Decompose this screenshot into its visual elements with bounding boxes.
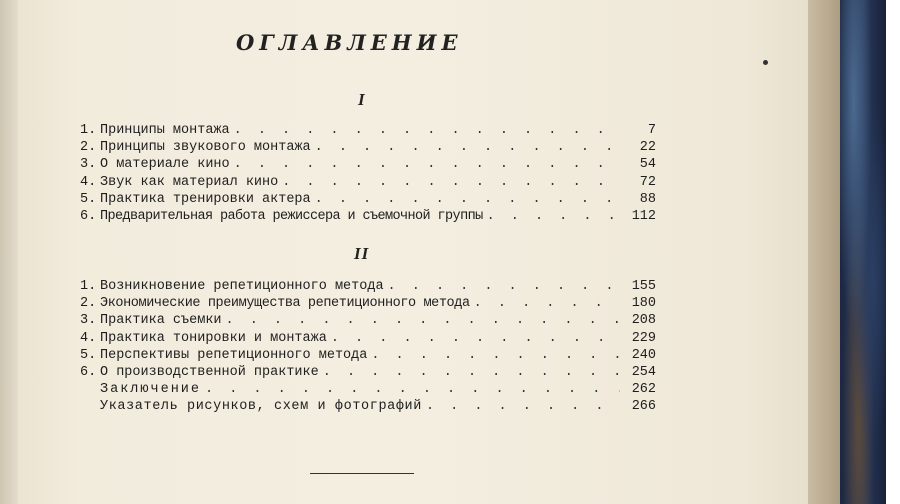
toc-entry	[80, 278, 656, 295]
entry-page: 262	[631, 382, 656, 398]
entry-title: Перспективы репетиционного метода	[100, 347, 368, 363]
leader-dots	[426, 398, 620, 415]
toc-entry-conclusion	[80, 381, 656, 398]
entry-title: Принципы звукового монтажа	[100, 140, 311, 156]
entry-title: О производственной практике	[100, 364, 319, 380]
entry-title: Практика тонировки и монтажа	[100, 330, 327, 346]
toc-title: ОГЛАВЛЕНИЕ	[236, 30, 463, 55]
toc-entry-index	[80, 398, 656, 415]
leader-dots	[331, 330, 620, 347]
leader-dots	[234, 122, 620, 139]
toc-section-1	[80, 122, 656, 225]
entry-number: 2.	[80, 140, 97, 156]
toc-entry	[80, 156, 656, 173]
section-numeral-2: II	[354, 244, 370, 263]
entry-title: Возникновение репетиционного метода	[100, 279, 384, 294]
leader-dots	[315, 191, 620, 208]
entry-number: 1.	[80, 123, 97, 138]
entry-number: 6.	[80, 208, 97, 224]
toc-entry	[80, 312, 656, 329]
leader-dots	[282, 174, 620, 191]
background-edge	[886, 0, 900, 504]
entry-page: 254	[631, 364, 656, 380]
leader-dots	[234, 156, 620, 173]
page-gutter	[0, 0, 20, 504]
entry-page: 72	[639, 174, 656, 190]
leader-dots	[371, 347, 620, 364]
toc-entry	[80, 347, 656, 364]
entry-number: 4.	[80, 174, 97, 190]
entry-title: Указатель рисунков, схем и фотографий	[100, 399, 422, 415]
leader-dots	[205, 381, 620, 398]
entry-page: 112	[631, 208, 656, 224]
entry-page: 155	[631, 279, 656, 294]
toc-entry	[80, 122, 656, 139]
leader-dots	[487, 208, 620, 225]
leader-dots	[226, 312, 620, 329]
entry-page: 208	[631, 313, 656, 329]
entry-number: 5.	[80, 347, 97, 363]
entry-page: 229	[631, 330, 656, 346]
entry-number: 6.	[80, 364, 97, 380]
closing-rule	[310, 473, 414, 474]
entry-number: 5.	[80, 191, 97, 207]
toc-entry	[80, 191, 656, 208]
toc-entry	[80, 364, 656, 381]
book-page	[18, 0, 808, 504]
leader-dots	[323, 364, 620, 381]
leader-dots	[315, 139, 620, 156]
entry-page: 7	[647, 123, 656, 138]
entry-number: 3.	[80, 157, 97, 173]
book-board-edge	[808, 0, 842, 504]
entry-number: 4.	[80, 330, 97, 346]
ink-spot	[763, 60, 768, 65]
entry-page: 54	[639, 157, 656, 173]
entry-page: 240	[631, 347, 656, 363]
leader-dots	[388, 278, 620, 295]
entry-title: Экономические преимущества репетиционного метода	[100, 296, 470, 312]
entry-title: Принципы монтажа	[100, 123, 230, 138]
section-numeral-1: I	[358, 90, 366, 109]
entry-title: О материале кино	[100, 157, 230, 173]
entry-page: 180	[631, 296, 656, 312]
entry-number: 2.	[80, 296, 97, 312]
toc-entry	[80, 139, 656, 156]
entry-page: 22	[639, 140, 656, 156]
entry-title: Заключение	[100, 382, 202, 398]
toc-entry	[80, 330, 656, 347]
entry-number: 1.	[80, 279, 97, 294]
entry-title: Звук как материал кино	[100, 174, 279, 190]
entry-number: 3.	[80, 313, 97, 329]
marbled-cover	[840, 0, 886, 504]
toc-section-2	[80, 278, 656, 416]
entry-title: Предварительная работа режиссера и съемочной группы	[100, 208, 483, 224]
entry-page: 266	[631, 399, 656, 415]
toc-entry	[80, 295, 656, 312]
entry-page: 88	[639, 191, 656, 207]
entry-title: Практика тренировки актера	[100, 191, 311, 207]
toc-entry	[80, 174, 656, 191]
toc-entry	[80, 208, 656, 225]
entry-title: Практика съемки	[100, 313, 222, 329]
leader-dots	[474, 295, 620, 312]
